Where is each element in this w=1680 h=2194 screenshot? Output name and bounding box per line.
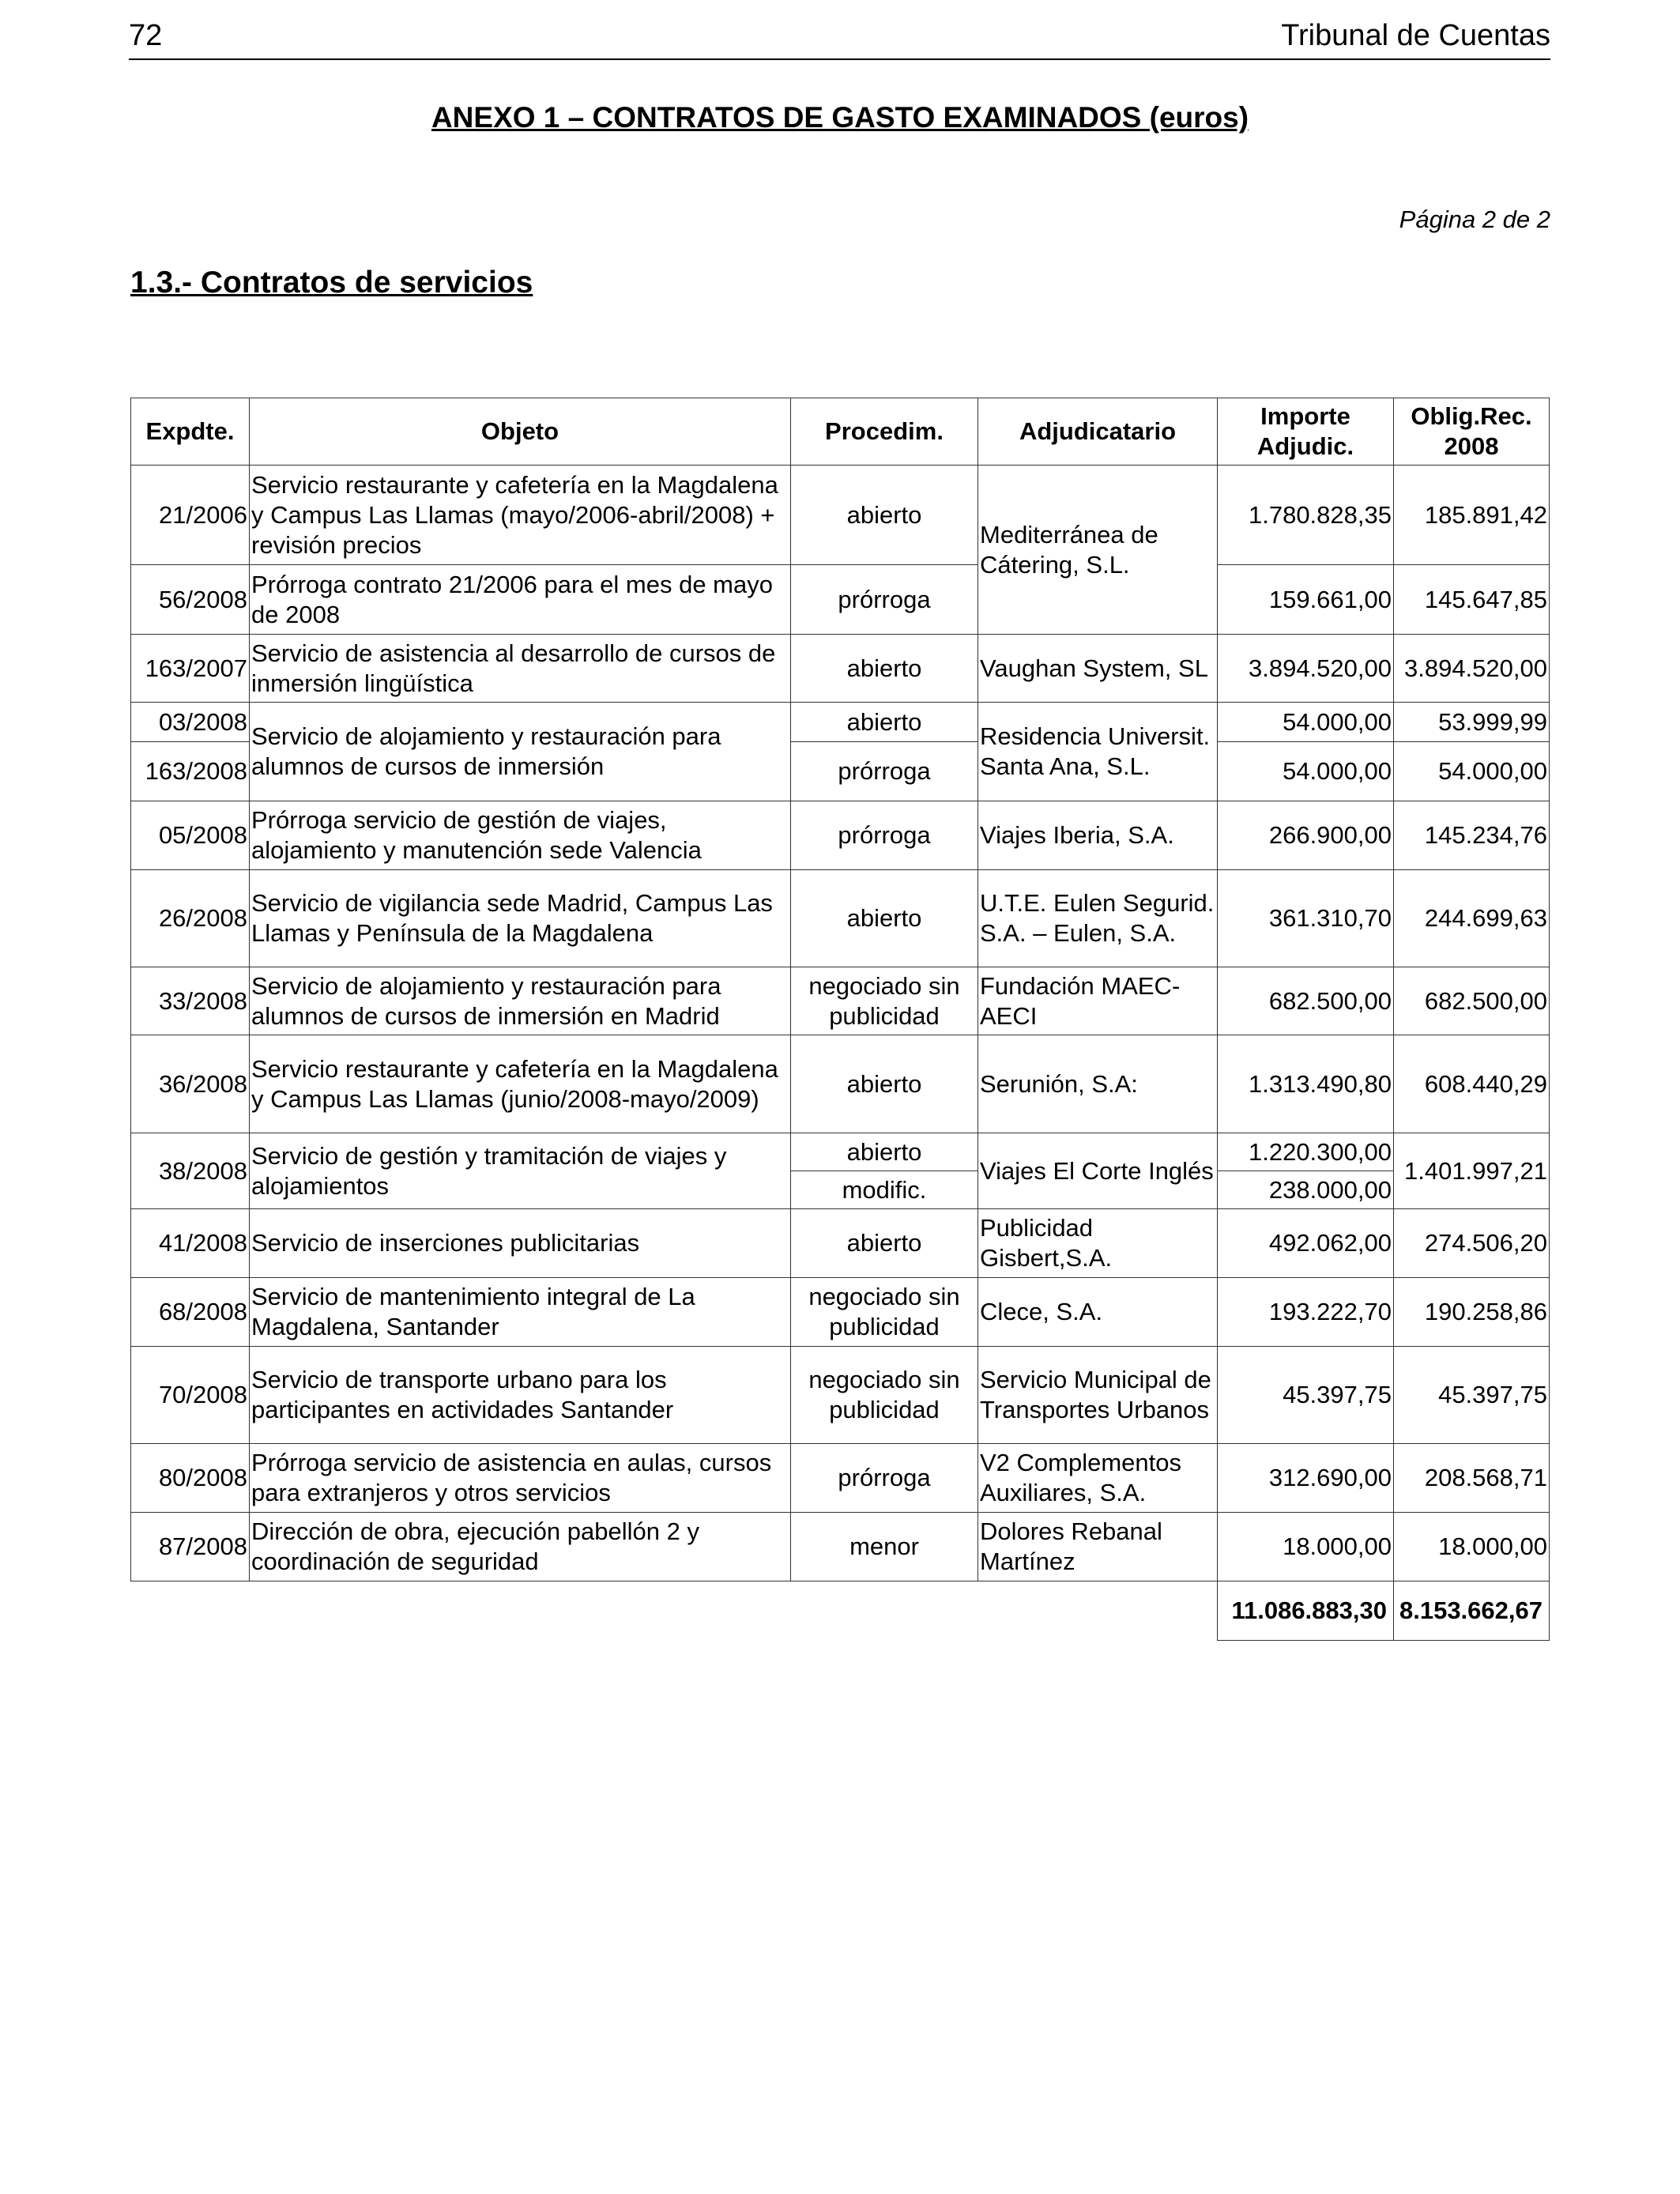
cell-expdte: 26/2008 <box>131 870 250 967</box>
cell-adjudicatario: Dolores Rebanal Martínez <box>978 1513 1218 1581</box>
cell-importe: 193.222,70 <box>1218 1278 1394 1347</box>
cell-expdte: 56/2008 <box>131 565 250 635</box>
contracts-table <box>130 398 1550 1641</box>
cell-objeto: Servicio restaurante y cafetería en la Magdalena y Campus Las Llamas (mayo/2006-abril/2008) + revisión precios <box>250 466 791 565</box>
cell-importe: 1.220.300,00 <box>1218 1133 1394 1171</box>
annex-title: ANEXO 1 – CONTRATOS DE GASTO EXAMINADOS (euros) <box>431 101 1249 134</box>
cell-objeto: Servicio de inserciones publicitarias <box>250 1209 791 1278</box>
cell-expdte: 03/2008 <box>131 703 250 742</box>
cell-objeto: Prórroga servicio de gestión de viajes, alojamiento y manutención sede Valencia <box>250 801 791 870</box>
cell-oblig: 54.000,00 <box>1394 742 1550 801</box>
cell-oblig: 190.258,86 <box>1394 1278 1550 1347</box>
cell-objeto: Servicio de asistencia al desarrollo de cursos de inmersión lingüística <box>250 635 791 703</box>
table-row <box>131 1035 1550 1133</box>
table-row <box>131 967 1550 1035</box>
table-row <box>131 870 1550 967</box>
table-row <box>131 635 1550 703</box>
cell-oblig: 45.397,75 <box>1394 1347 1550 1444</box>
cell-expdte: 163/2007 <box>131 635 250 703</box>
cell-adjudicatario: Serunión, S.A: <box>978 1035 1218 1133</box>
cell-importe: 1.313.490,80 <box>1218 1035 1394 1133</box>
table-row <box>131 703 1550 742</box>
cell-procedim: modific. <box>791 1171 978 1209</box>
cell-expdte: 05/2008 <box>131 801 250 870</box>
cell-procedim: prórroga <box>791 801 978 870</box>
cell-expdte: 70/2008 <box>131 1347 250 1444</box>
cell-objeto: Servicio de alojamiento y restauración para alumnos de cursos de inmersión en Madrid <box>250 967 791 1035</box>
cell-procedim: abierto <box>791 703 978 742</box>
header-adjudicatario: Adjudicatario <box>978 398 1218 466</box>
cell-adjudicatario: Vaughan System, SL <box>978 635 1218 703</box>
cell-objeto: Servicio restaurante y cafetería en la Magdalena y Campus Las Llamas (junio/2008-mayo/2009) <box>250 1035 791 1133</box>
cell-importe: 54.000,00 <box>1218 703 1394 742</box>
table-row <box>131 565 1550 635</box>
header-expdte: Expdte. <box>131 398 250 466</box>
institution-name: Tribunal de Cuentas <box>1281 19 1550 52</box>
cell-objeto: Servicio de gestión y tramitación de viajes y alojamientos <box>250 1133 791 1209</box>
cell-procedim: abierto <box>791 1209 978 1278</box>
header-importe-line2: Adjudic. <box>1256 432 1354 460</box>
cell-importe: 18.000,00 <box>1218 1513 1394 1581</box>
page-indicator: Página 2 de 2 <box>1399 205 1550 233</box>
cell-procedim: menor <box>791 1513 978 1581</box>
cell-oblig: 682.500,00 <box>1394 967 1550 1035</box>
cell-adjudicatario: Residencia Universit. Santa Ana, S.L. <box>978 703 1218 801</box>
cell-objeto: Servicio de vigilancia sede Madrid, Campus Las Llamas y Península de la Magdalena <box>250 870 791 967</box>
totals-spacer <box>131 1581 1218 1641</box>
total-importe: 11.086.883,30 <box>1218 1581 1394 1641</box>
cell-procedim: prórroga <box>791 565 978 635</box>
cell-importe: 238.000,00 <box>1218 1171 1394 1209</box>
cell-oblig: 274.506,20 <box>1394 1209 1550 1278</box>
cell-oblig: 244.699,63 <box>1394 870 1550 967</box>
cell-importe: 3.894.520,00 <box>1218 635 1394 703</box>
cell-importe: 266.900,00 <box>1218 801 1394 870</box>
table-row <box>131 1513 1550 1581</box>
cell-expdte: 33/2008 <box>131 967 250 1035</box>
cell-objeto: Dirección de obra, ejecución pabellón 2 y coordinación de seguridad <box>250 1513 791 1581</box>
cell-adjudicatario: Clece, S.A. <box>978 1278 1218 1347</box>
cell-importe: 312.690,00 <box>1218 1444 1394 1513</box>
cell-importe: 492.062,00 <box>1218 1209 1394 1278</box>
cell-oblig: 53.999,99 <box>1394 703 1550 742</box>
cell-expdte: 163/2008 <box>131 742 250 801</box>
table-row <box>131 466 1550 565</box>
cell-oblig: 608.440,29 <box>1394 1035 1550 1133</box>
cell-oblig: 1.401.997,21 <box>1394 1133 1550 1209</box>
header-oblig <box>1394 398 1550 466</box>
header-importe <box>1218 398 1394 466</box>
cell-oblig: 18.000,00 <box>1394 1513 1550 1581</box>
table-row <box>131 1347 1550 1444</box>
cell-objeto: Prórroga servicio de asistencia en aulas, cursos para extranjeros y otros servicios <box>250 1444 791 1513</box>
cell-importe: 682.500,00 <box>1218 967 1394 1035</box>
cell-adjudicatario: Servicio Municipal de Transportes Urbanos <box>978 1347 1218 1444</box>
cell-procedim: abierto <box>791 1035 978 1133</box>
table-row <box>131 1209 1550 1278</box>
cell-procedim: abierto <box>791 1133 978 1171</box>
cell-oblig: 3.894.520,00 <box>1394 635 1550 703</box>
cell-adjudicatario: U.T.E. Eulen Segurid. S.A. – Eulen, S.A. <box>978 870 1218 967</box>
cell-procedim: negociado sin publicidad <box>791 1278 978 1347</box>
cell-adjudicatario: Viajes Iberia, S.A. <box>978 801 1218 870</box>
cell-adjudicatario: Fundación MAEC-AECI <box>978 967 1218 1035</box>
header-procedim: Procedim. <box>791 398 978 466</box>
page-number: 72 <box>129 19 163 52</box>
table-row <box>131 1278 1550 1347</box>
table-header-row <box>131 398 1550 466</box>
cell-importe: 1.780.828,35 <box>1218 466 1394 565</box>
cell-importe: 45.397,75 <box>1218 1347 1394 1444</box>
cell-expdte: 68/2008 <box>131 1278 250 1347</box>
header-objeto: Objeto <box>250 398 791 466</box>
cell-oblig: 208.568,71 <box>1394 1444 1550 1513</box>
cell-expdte: 80/2008 <box>131 1444 250 1513</box>
page-header <box>129 19 1550 60</box>
cell-importe: 54.000,00 <box>1218 742 1394 801</box>
cell-adjudicatario: Publicidad Gisbert,S.A. <box>978 1209 1218 1278</box>
cell-adjudicatario: Viajes El Corte Inglés <box>978 1133 1218 1209</box>
cell-objeto: Servicio de alojamiento y restauración para alumnos de cursos de inmersión <box>250 703 791 801</box>
cell-adjudicatario: V2 Complementos Auxiliares, S.A. <box>978 1444 1218 1513</box>
total-oblig: 8.153.662,67 <box>1394 1581 1550 1641</box>
cell-procedim: prórroga <box>791 1444 978 1513</box>
cell-adjudicatario: Mediterránea de Cátering, S.L. <box>978 466 1218 635</box>
cell-oblig: 145.647,85 <box>1394 565 1550 635</box>
header-oblig-line1: Oblig.Rec. <box>1411 402 1532 430</box>
cell-expdte: 21/2006 <box>131 466 250 565</box>
cell-importe: 159.661,00 <box>1218 565 1394 635</box>
section-title: 1.3.- Contratos de servicios <box>130 266 533 300</box>
table-row <box>131 1133 1550 1171</box>
header-oblig-line2: 2008 <box>1444 432 1499 460</box>
cell-expdte: 38/2008 <box>131 1133 250 1209</box>
cell-procedim: negociado sin publicidad <box>791 1347 978 1444</box>
cell-procedim: abierto <box>791 870 978 967</box>
totals-row <box>131 1581 1550 1641</box>
cell-oblig: 185.891,42 <box>1394 466 1550 565</box>
cell-objeto: Servicio de mantenimiento integral de La Magdalena, Santander <box>250 1278 791 1347</box>
cell-objeto: Prórroga contrato 21/2006 para el mes de mayo de 2008 <box>250 565 791 635</box>
table-row <box>131 801 1550 870</box>
cell-procedim: abierto <box>791 466 978 565</box>
cell-procedim: prórroga <box>791 742 978 801</box>
cell-objeto: Servicio de transporte urbano para los participantes en actividades Santander <box>250 1347 791 1444</box>
cell-expdte: 36/2008 <box>131 1035 250 1133</box>
header-importe-line1: Importe <box>1260 402 1350 430</box>
table-row <box>131 1444 1550 1513</box>
cell-importe: 361.310,70 <box>1218 870 1394 967</box>
cell-expdte: 41/2008 <box>131 1209 250 1278</box>
cell-procedim: negociado sin publicidad <box>791 967 978 1035</box>
cell-expdte: 87/2008 <box>131 1513 250 1581</box>
cell-oblig: 145.234,76 <box>1394 801 1550 870</box>
cell-procedim: abierto <box>791 635 978 703</box>
